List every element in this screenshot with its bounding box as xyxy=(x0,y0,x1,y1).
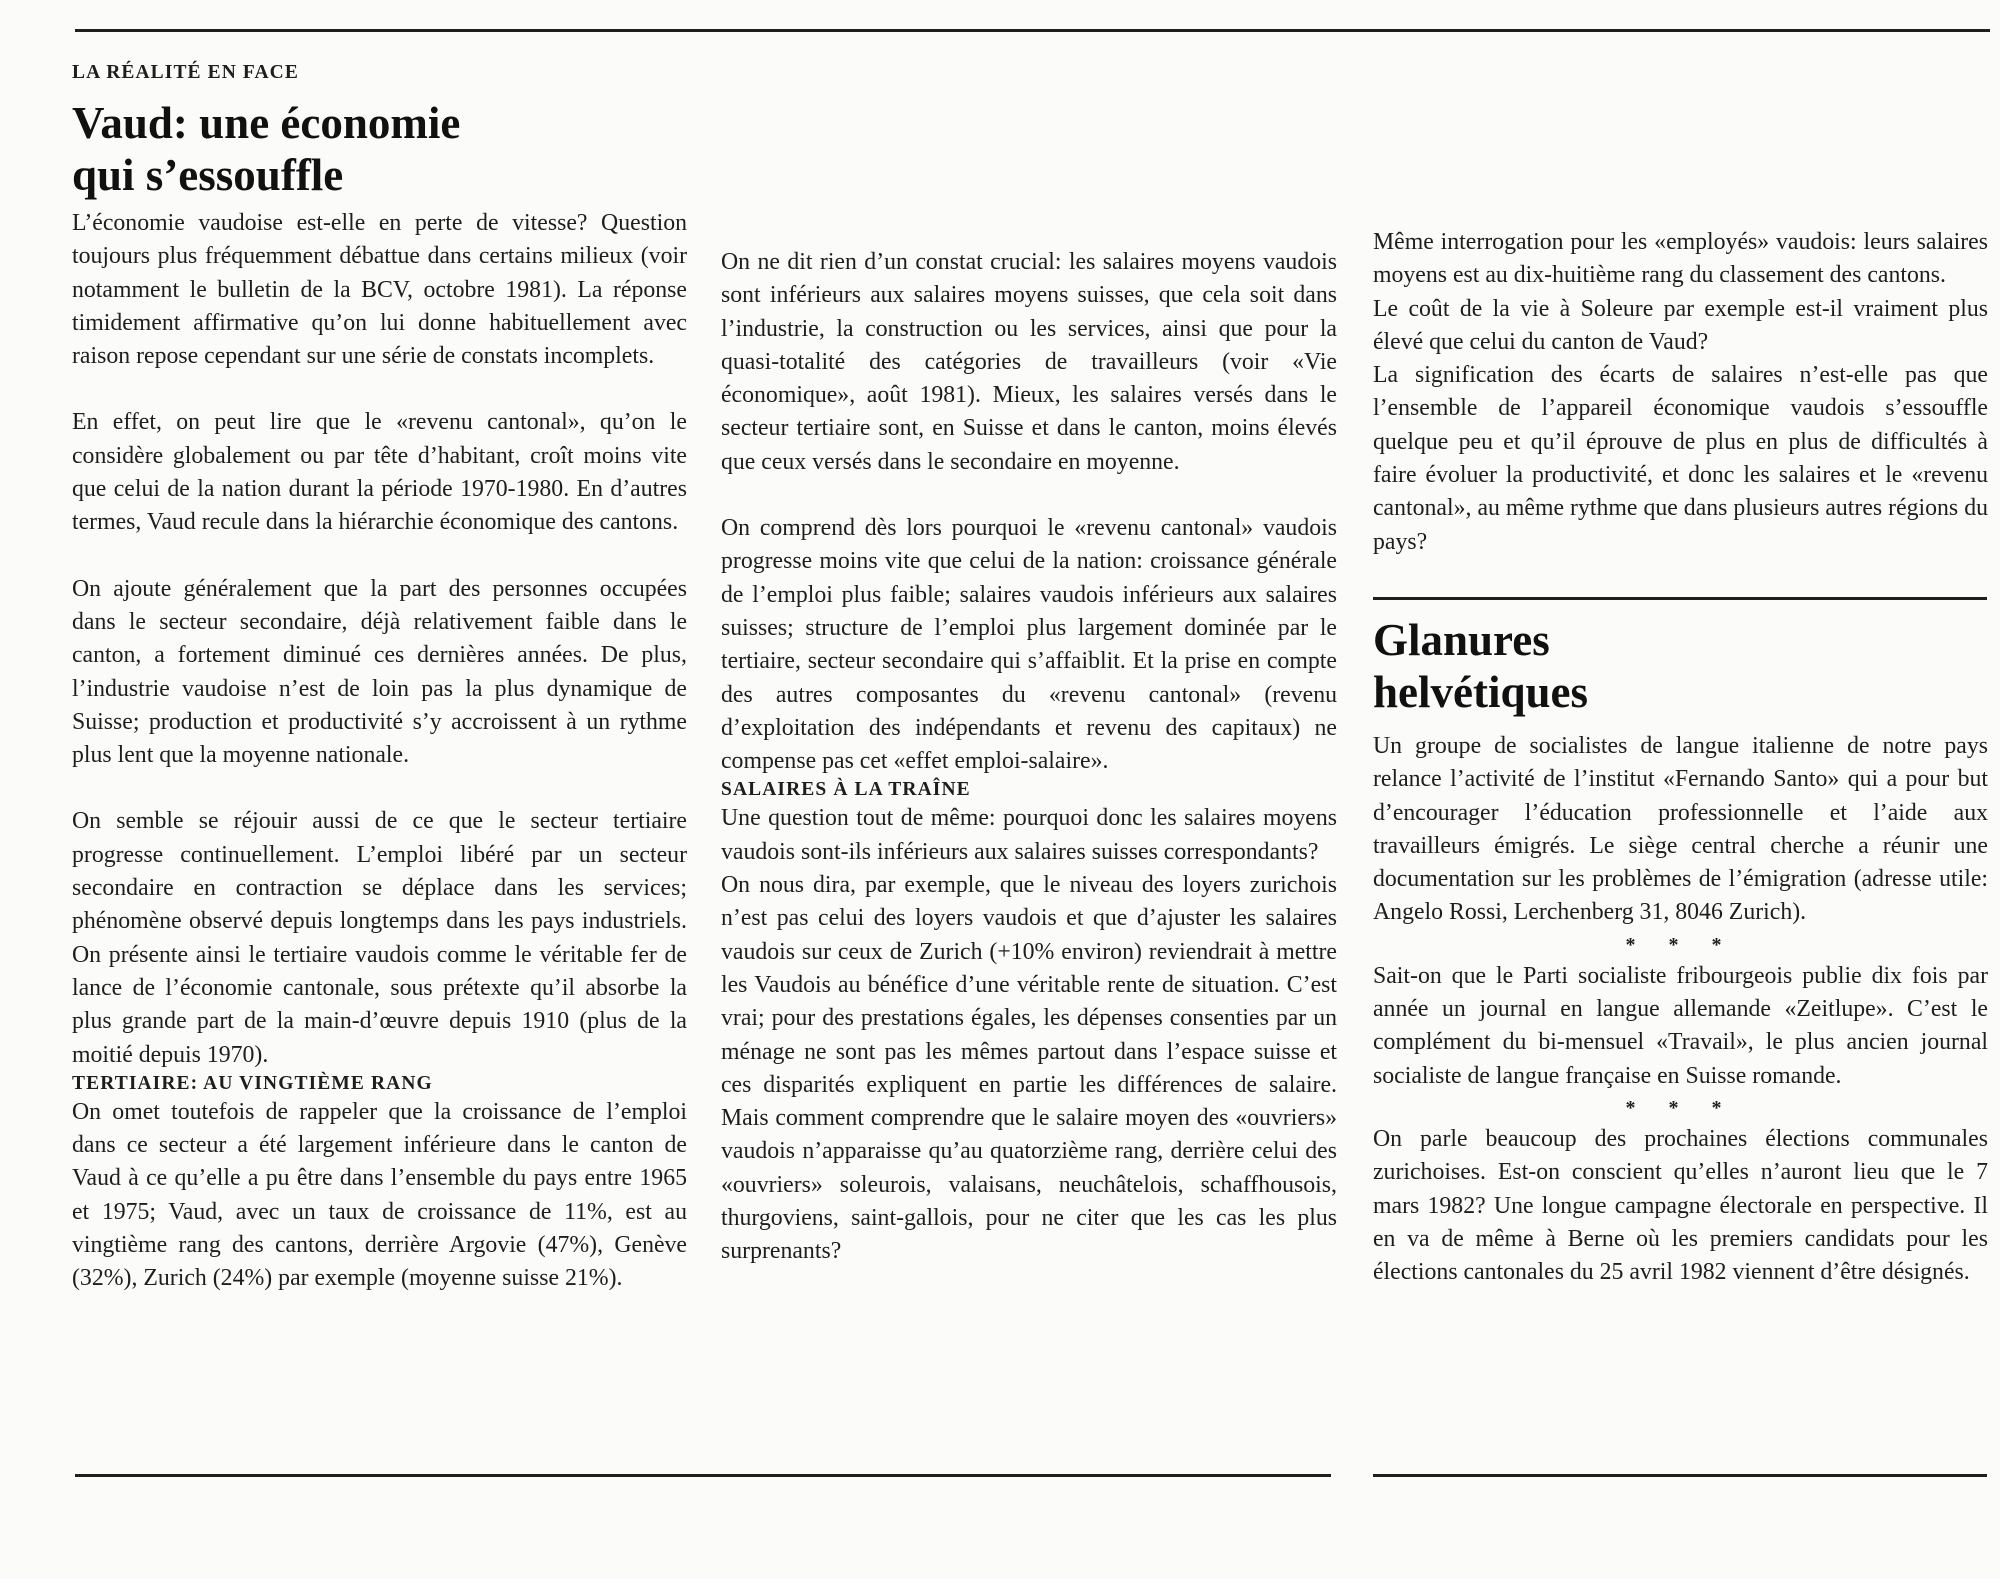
article-headline: Vaud: une économie qui s’essouffle xyxy=(72,98,461,200)
bottom-rule-left xyxy=(75,1474,1331,1477)
top-rule xyxy=(75,29,1990,32)
article-paragraph: Une question tout de même: pourquoi donc les salaires moyens vaudois sont-ils inférieurs aux salaires suisses correspondants? xyxy=(721,805,1337,865)
article-subheading: TERTIAIRE: AU VINGTIÈME RANG xyxy=(72,1072,433,1094)
glanures-paragraph: Un groupe de socialistes de langue italienne de notre pays relance l’activité de l’institut «Fernando Santo» qui a pour but d’encourager l’éducation professionnelle et l’aide aux travailleurs émigrés. Le siège central cherche a réunir une documentation sur les problèmes de l’émigration (adresse utile: Angelo Rossi, Lerchenberg 31, 8046 Zurich). xyxy=(1373,733,1988,926)
glanures-title: Glanures helvétiques xyxy=(1373,615,1589,717)
article-paragraph: La signification des écarts de salaires n’est-elle pas que l’ensemble de l’appareil économique vaudois s’essouffle quelque peu et qu’il éprouve de plus en plus de difficultés à faire évoluer la productivité, et donc les salaires et le «revenu cantonal», au même rythme que dans plusieurs autres régions du pays? xyxy=(1373,362,1988,555)
article-column-3 xyxy=(1373,56,1988,559)
article-kicker: LA RÉALITÉ EN FACE xyxy=(72,62,299,83)
article-column-1 xyxy=(72,56,687,1296)
section-divider xyxy=(1373,597,1987,600)
glanures-paragraph: Sait-on que le Parti socialiste fribourgeois publie dix fois par année un journal en langue allemande «Zeitlupe». C’est le complément du bi-mensuel «Travail», le plus ancien journal socialiste de langue française en Suisse romande. xyxy=(1373,962,1988,1089)
separator-stars: * * * xyxy=(1625,933,1736,956)
article-paragraph: Le coût de la vie à Soleure par exemple est-il vraiment plus élevé que celui du canton de Vaud? xyxy=(1373,295,1988,355)
bottom-rule-right xyxy=(1373,1474,1987,1477)
glanures-paragraph: On parle beaucoup des prochaines élections communales zurichoises. Est-on conscient qu’elles n’auront lieu que le 7 mars 1982? Une longue campagne électorale en perspective. Il en va de même à Berne où les premiers candidats pour les élections cantonales du 25 avril 1982 viennent d’être désignés. xyxy=(1373,1125,1988,1286)
article-paragraph: On nous dira, par exemple, que le niveau des loyers zurichois n’est pas celui des loyers vaudois et que d’ajuster les salaires vaudois sur ceux de Zurich (+10% environ) reviendrait à mettre les Vaudois au bénéfice d’une véritable rente de situation. C’est vrai; pour des prestations égales, les dépenses consenties par un ménage ne sont pas les mêmes partout dans l’espace suisse et ces disparités expliquent en partie les différences de salaire. Mais comment comprendre que le salaire moyen des «ouvriers» vaudois n’apparaisse qu’au quatorzième rang, derrière celui des «ouvriers» soleurois, valaisans, neuchâtelois, schaffhousois, thurgoviens, saint-gallois, pour ne citer que les cas les plus surprenants? xyxy=(721,872,1337,1265)
glanures-section xyxy=(1373,610,1988,1289)
article-paragraph: On ne dit rien d’un constat crucial: les salaires moyens vaudois sont inférieurs aux salaires moyens suisses, que cela soit dans l’industrie, la construction ou les services, ainsi que pour la quasi-totalité des catégories de travailleurs (voir «Vie économique», août 1981). Mieux, les salaires versés dans le secteur tertiaire sont, en Suisse et dans le canton, moins élevés que ceux versés dans le secondaire en moyenne. xyxy=(721,249,1337,475)
article-paragraph: On omet toutefois de rappeler que la croissance de l’emploi dans ce secteur a été largement inférieure dans le canton de Vaud à ce qu’elle a pu être dans l’ensemble du pays entre 1965 et 1975; Vaud, avec un taux de croissance de 11%, est au vingtième rang des cantons, derrière Argovie (47%), Genève (32%), Zurich (24%) par exemple (moyenne suisse 21%). xyxy=(72,1098,687,1292)
article-paragraph: Même interrogation pour les «employés» vaudois: leurs salaires moyens est au dix-huitième rang du classement des cantons. xyxy=(1373,229,1988,289)
article-column-2 xyxy=(721,56,1337,1269)
article-subheading: SALAIRES À LA TRAÎNE xyxy=(721,779,971,801)
separator-stars: * * * xyxy=(1625,1096,1736,1119)
article-paragraph: On comprend dès lors pourquoi le «revenu cantonal» vaudois progresse moins vite que celui de la nation: croissance générale de l’emploi plus faible; salaires vaudois inférieurs aux salaires suisses; structure de l’emploi plus largement dominée par le tertiaire, secteur secondaire qui s’affaiblit. Et la prise en compte des autres composantes du «revenu cantonal» (revenu d’exploitation des indépendants et revenu des capitaux) ne compense pas cet «effet emploi-salaire». xyxy=(721,515,1337,775)
article-paragraph: On ajoute généralement que la part des personnes occupées dans le secteur secondaire, déjà relativement faible dans le canton, a fortement diminué ces dernières années. De plus, l’industrie vaudoise n’est de loin pas la plus dynamique de Suisse; production et productivité s’y accroissent à un rythme plus lent que la moyenne nationale. xyxy=(72,575,687,769)
article-paragraph: On semble se réjouir aussi de ce que le secteur tertiaire progresse continuellement. L’emploi libéré par un secteur secondaire en contraction se déplace dans les services; phénomène observé depuis longtemps dans les pays industriels. On présente ainsi le tertiaire vaudois comme le véritable fer de lance de l’économie cantonale, sous prétexte qu’il absorbe la plus grande part de la main-d’œuvre depuis 1910 (plus de la moitié depuis 1970). xyxy=(72,808,687,1068)
article-paragraph: L’économie vaudoise est-elle en perte de vitesse? Question toujours plus fréquemment débattue dans certains milieux (voir notamment le bulletin de la BCV, octobre 1981). La réponse timidement affirmative qu’on lui donne habituellement avec raison repose cependant sur une série de constats incomplets. xyxy=(72,210,687,370)
article-paragraph: En effet, on peut lire que le «revenu cantonal», qu’on le considère globalement ou par tête d’habitant, croît moins vite que celui de la nation durant la période 1970-1980. En d’autres termes, Vaud recule dans la hiérarchie économique des cantons. xyxy=(72,409,687,536)
